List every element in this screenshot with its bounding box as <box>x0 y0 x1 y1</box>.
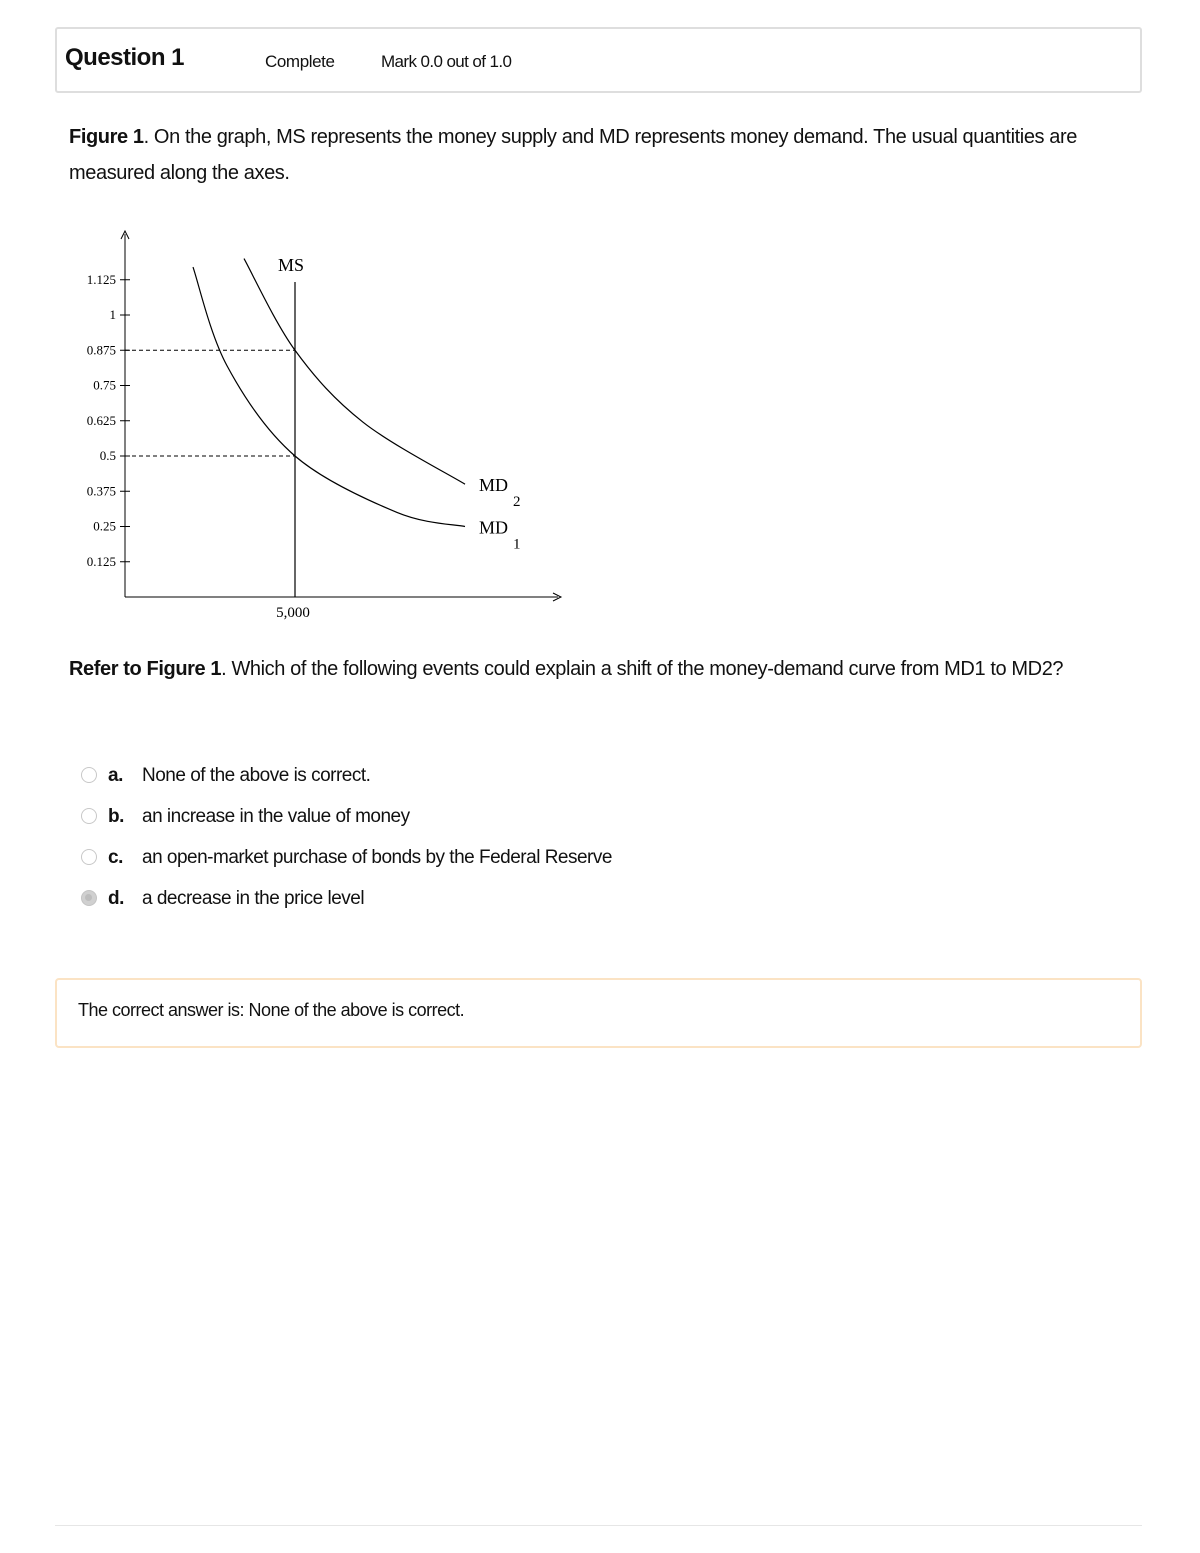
feedback-box <box>55 978 1142 1048</box>
y-tick-label: 0.125 <box>86 553 116 569</box>
option-a[interactable] <box>80 758 780 799</box>
demand-curve-md2 <box>244 259 465 485</box>
option-c-letter: c. <box>108 847 123 868</box>
demand-subscript-md2: 2 <box>513 494 521 511</box>
y-tick-label: 0.375 <box>86 483 116 499</box>
option-d-text: a decrease in the price level <box>142 888 365 909</box>
demand-subscript-md1: 1 <box>513 536 521 553</box>
x-tick-label: 5,000 <box>276 605 310 621</box>
option-b-letter: b. <box>108 806 124 827</box>
y-tick-label: 0.25 <box>93 518 116 534</box>
option-a-letter: a. <box>108 765 123 786</box>
option-b[interactable] <box>80 799 780 840</box>
y-tick-label: 1 <box>109 307 116 322</box>
figure-reference: Figure 1 <box>69 126 144 148</box>
y-tick-label: 0.625 <box>86 412 116 428</box>
money-market-figure <box>70 222 570 624</box>
radio-a[interactable] <box>81 767 97 783</box>
option-c-text: an open-market purchase of bonds by the Federal Reserve <box>142 847 612 868</box>
question-figure-reference: Refer to Figure 1 <box>69 658 222 680</box>
option-a-text: None of the above is correct. <box>142 765 371 786</box>
figure-intro-text <box>69 119 1139 191</box>
question-grade: Mark 0.0 out of 1.0 <box>381 52 512 71</box>
demand-curve-md1 <box>193 267 465 526</box>
option-c[interactable] <box>80 840 780 881</box>
answer-options <box>80 758 780 922</box>
demand-label-md1: MD <box>479 517 509 538</box>
option-b-text: an increase in the value of money <box>142 806 410 827</box>
correct-answer-text: The correct answer is: None of the above is correct. <box>78 1000 465 1020</box>
demand-label-md2: MD <box>479 475 509 496</box>
radio-d[interactable] <box>81 890 97 906</box>
radio-b[interactable] <box>81 808 97 824</box>
radio-c[interactable] <box>81 849 97 865</box>
page-divider <box>55 1525 1142 1526</box>
option-d[interactable] <box>80 881 780 922</box>
y-tick-label: 0.875 <box>86 342 116 358</box>
question-prompt: . Which of the following events could explain a shift of the money-demand curve from MD1 to MD2? <box>221 658 1064 680</box>
money-supply-label: MS <box>278 255 305 275</box>
question-state: Complete <box>265 52 335 71</box>
figure-description: . On the graph, MS represents the money supply and MD represents money demand. The usual quantities are measured along the axes. <box>69 126 1078 184</box>
y-tick-label: 0.5 <box>99 448 116 463</box>
question-number: Question 1 <box>65 44 185 71</box>
question-text <box>69 651 1139 687</box>
y-tick-label: 0.75 <box>93 377 116 393</box>
money-market-chart <box>70 222 570 624</box>
question-info-box <box>55 27 1142 93</box>
y-tick-label: 1.125 <box>86 271 116 287</box>
option-d-letter: d. <box>108 888 124 909</box>
